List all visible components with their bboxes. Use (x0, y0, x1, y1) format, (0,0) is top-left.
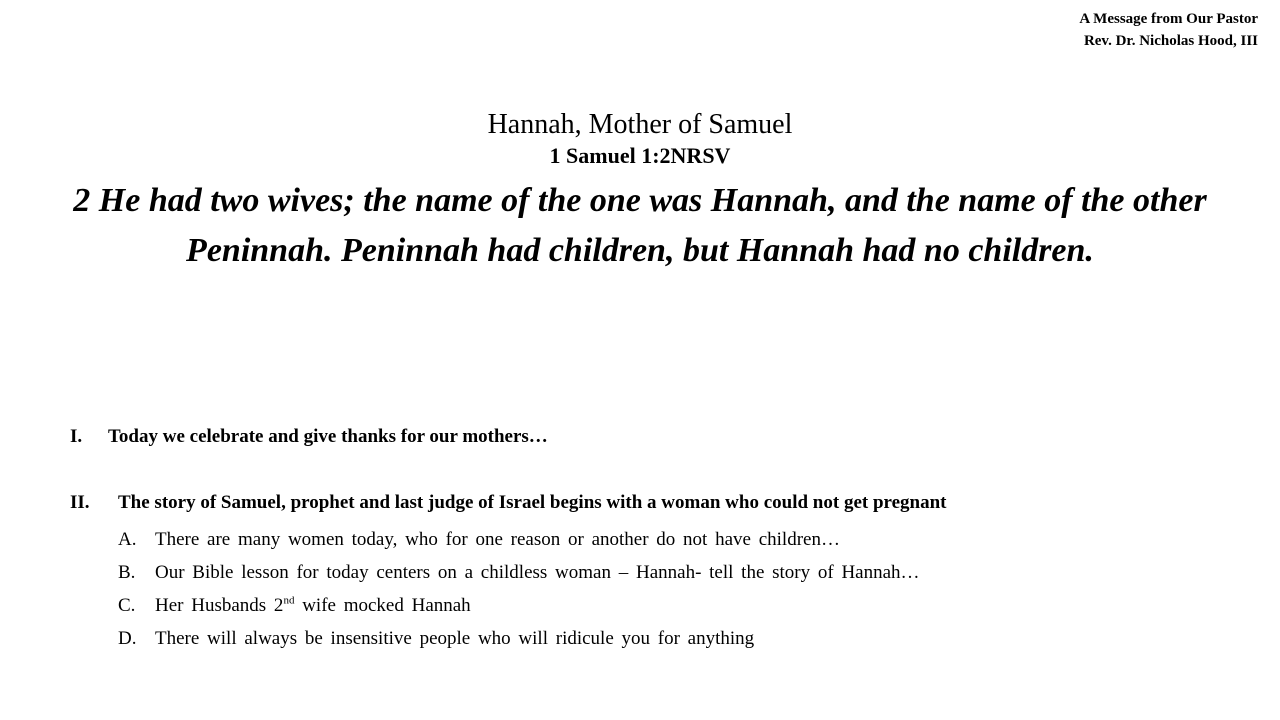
subpoint-text-end: wife mocked Hannah (294, 595, 471, 616)
title-block (0, 108, 1280, 276)
subpoint-letter: B. (118, 562, 136, 583)
outline-numeral: II. (70, 492, 90, 513)
subpoint-text: There will always be insensitive people who will ridicule you for anything (155, 628, 755, 649)
scripture-reference: 1 Samuel 1:2NRSV (549, 143, 731, 168)
scripture-verse: 2 He had two wives; the name of the one was Hannah, and the name of the other Peninnah. Peninnah had children, but Hannah had no children. (73, 182, 1207, 269)
subpoint-item (118, 622, 1250, 655)
subpoint-item (118, 589, 1250, 622)
subpoint-text: There are many women today, who for one reason or another do not have children… (155, 529, 840, 550)
subpoint-text (155, 589, 471, 622)
subpoint-letter: D. (118, 628, 137, 649)
ordinal-suffix: nd (283, 594, 295, 607)
outline-item (70, 424, 1250, 450)
subpoint-text: Our Bible lesson for today centers on a childless woman – Hannah- tell the story of Hannah… (155, 562, 920, 583)
outline-numeral: I. (70, 426, 83, 447)
subpoint-item (118, 523, 1250, 556)
outline-subpoints (118, 523, 1250, 655)
slide-header (1079, 8, 1258, 52)
outline-text: The story of Samuel, prophet and last judge of Israel begins with a woman who could not get pregnant (118, 492, 947, 513)
subpoint-item (118, 556, 1250, 589)
subpoint-letter: C. (118, 595, 136, 616)
pastor-name: Rev. Dr. Nicholas Hood, III (1083, 33, 1258, 49)
subpoint-text-start: Her Husbands 2 (155, 595, 284, 616)
sermon-title: Hannah, Mother of Samuel (487, 109, 793, 140)
header-message-label: A Message from Our Pastor (1079, 11, 1258, 27)
outline-text: Today we celebrate and give thanks for our mothers… (108, 426, 548, 447)
outline-item (70, 490, 1250, 516)
subpoint-letter: A. (118, 529, 137, 550)
sermon-outline (70, 424, 1250, 655)
